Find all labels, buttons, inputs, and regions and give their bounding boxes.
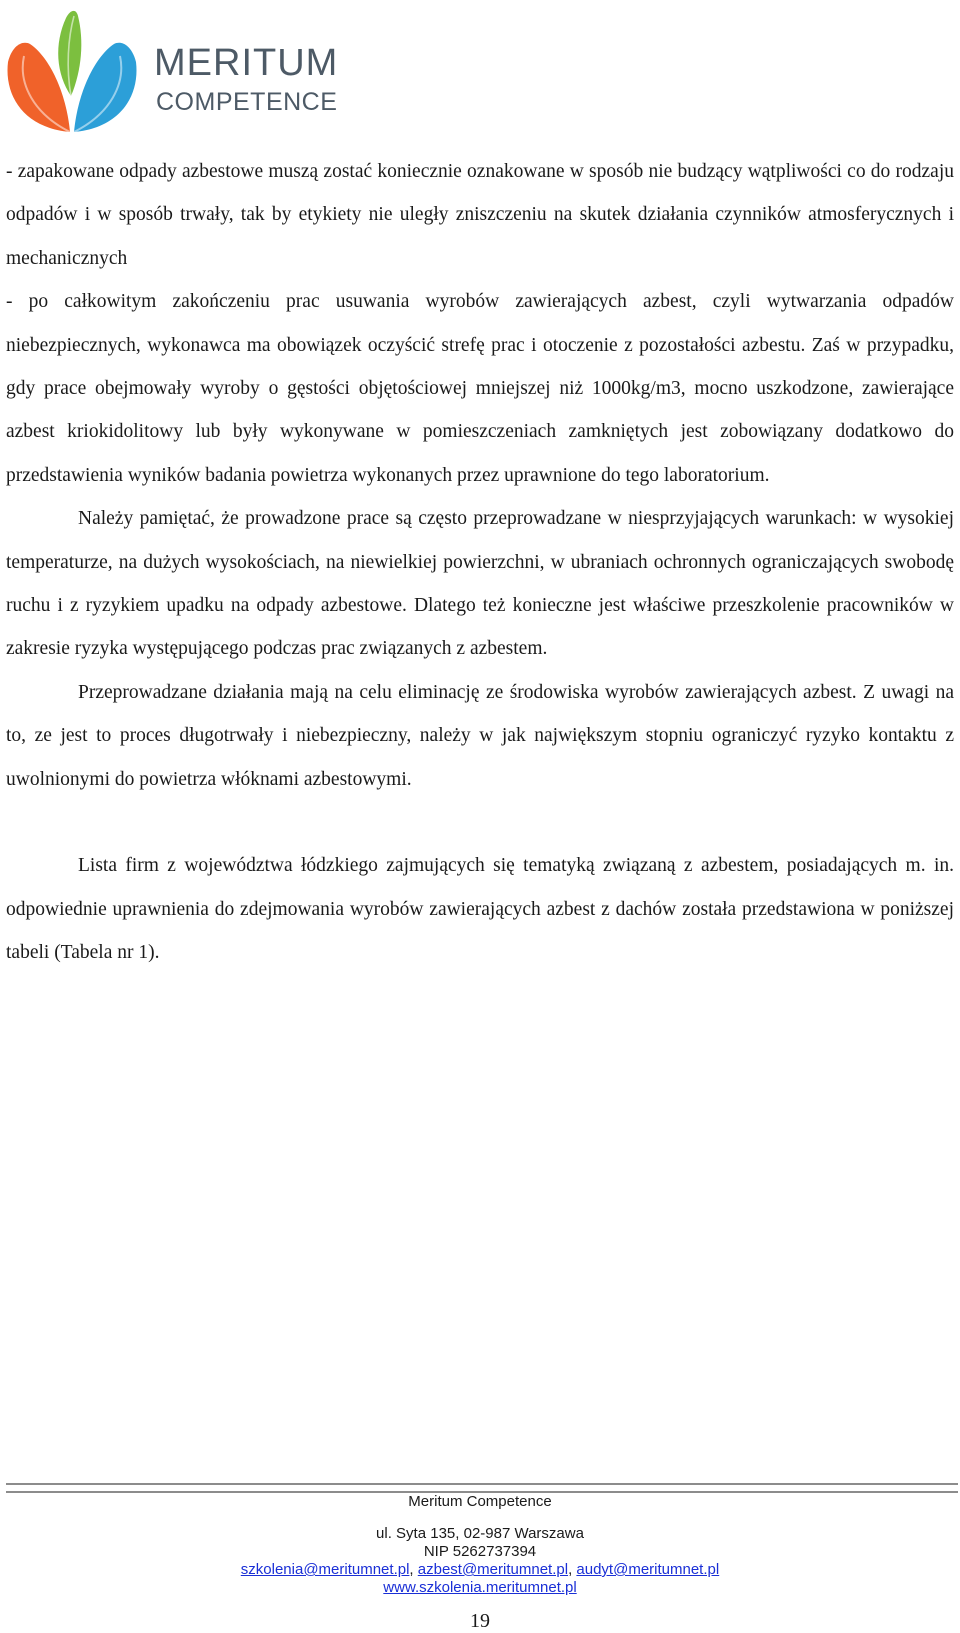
footer-separator: , <box>409 1561 418 1578</box>
footer-website <box>0 1579 960 1597</box>
paragraph-work-conditions: Należy pamiętać, że prowadzone prace są często przeprowadzane w niesprzyjających warunkach: w wysokiej temperaturze, na dużych wysokościach, na niewielkiej powierzchni, w ubraniach ochronnych ograniczających swobodę ruchu i z ryzykiem upadku na odpady azbestowe. Dlatego też konieczne jest właściwe przeszkolenie pracowników w zakresie ryzyka występującego podczas prac związanych z azbestem. <box>6 508 954 660</box>
company-logo <box>4 4 339 138</box>
logo-text-meritum: MERITUM <box>154 42 339 84</box>
website-link[interactable]: www.szkolenia.meritumnet.pl <box>383 1579 577 1596</box>
email-link-szkolenia[interactable]: szkolenia@meritumnet.pl <box>240 1561 410 1578</box>
footer-nip: NIP 5262737394 <box>423 1543 537 1560</box>
document-body <box>6 150 954 974</box>
email-link-audyt[interactable]: audyt@meritumnet.pl <box>576 1561 720 1578</box>
logo-leaf-icon <box>4 4 142 138</box>
paragraph-waste-labeling: - zapakowane odpady azbestowe muszą zostać koniecznie oznakowane w sposób nie budzący wątpliwości co do rodzaju odpadów i w sposób trwały, tak by etykiety nie uległy zniszczeniu na skutek działania czynników atmosferycznych i mechanicznych <box>6 161 954 269</box>
page-number: 19 <box>470 1610 490 1632</box>
footer-address: ul. Syta 135, 02-987 Warszawa <box>376 1525 584 1542</box>
email-link-azbest[interactable]: azbest@meritumnet.pl <box>417 1561 569 1578</box>
logo-text-competence: COMPETENCE <box>156 88 338 116</box>
footer-email-links <box>0 1561 960 1579</box>
paragraph-spacer <box>6 801 954 844</box>
paragraph-company-list: Lista firm z województwa łódzkiego zajmujących się tematyką związaną z azbestem, posiadających m. in. odpowiednie uprawnienia do zdejmowania wyrobów zawierających azbest z dachów została przedstawiona w poniższej tabeli (Tabela nr 1). <box>6 855 954 963</box>
paragraph-elimination-goal: Przeprowadzane działania mają na celu eliminację ze środowiska wyrobów zawierających azbest. Z uwagi na to, ze jest to proces długotrwały i niebezpieczny, należy w jak największym stopniu ograniczyć ryzyko kontaktu z uwolnionymi do powietrza włóknami azbestowymi. <box>6 681 954 790</box>
page-footer <box>0 1492 960 1597</box>
paragraph-cleanup-obligation: - po całkowitym zakończeniu prac usuwania wyrobów zawierających azbest, czyli wytwarzania odpadów niebezpiecznych, wykonawca ma obowiązek oczyścić strefę prac i otoczenie z pozostałości azbestu. Zaś w przypadku, gdy prace obejmowały wyroby o gęstości objętościowej mniejszej niż 1000kg/m3, mocno uszkodzone, zawierające azbest kriokidolitowy lub były wykonywane w pomieszczeniach zamkniętych jest zobowiązany dodatkowo do przedstawienia wyników badania powietrza wykonanych przez uprawnione do tego laboratorium. <box>6 291 954 486</box>
footer-company-name: Meritum Competence <box>408 1493 552 1510</box>
footer-separator: , <box>568 1561 577 1578</box>
